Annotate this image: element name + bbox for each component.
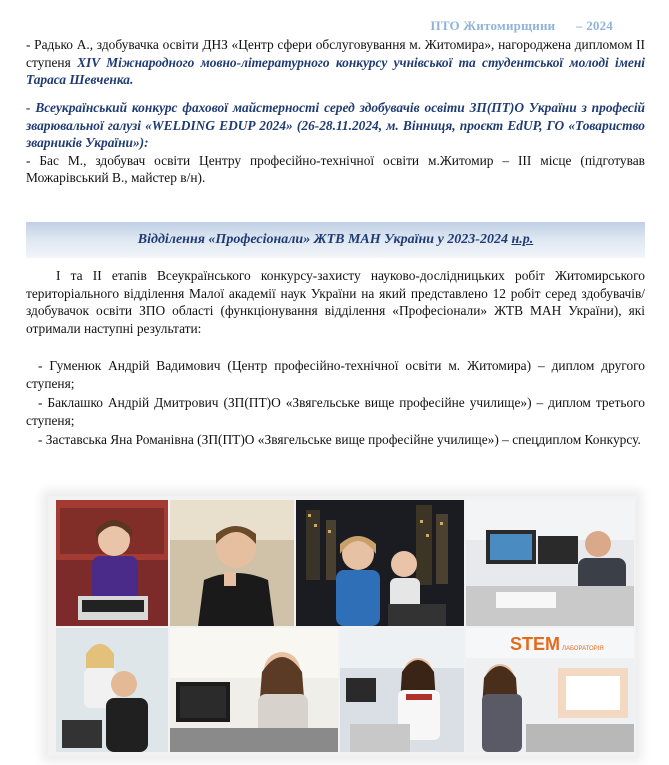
contest-name-shevchenko: XIV Міжнародного мовно-літературного конкурсу учнівської та студентської молоді імені Тараса Шевченка xyxy=(26,54,645,88)
intro-paragraph: І та ІІ етапів Всеукраїнського конкурсу-захисту науково-дослідницьких робіт Житомирського територіального відділення Малої академії наук України на який представлено 12 робіт серед здобувачів/здобувачок освіти ЗПО області (функціонування відділення «Професіонали» ЖТВ МАН України), які отримали наступні результати: xyxy=(26,268,645,336)
stem-sign-text: STEM xyxy=(510,634,561,654)
paragraph-radko xyxy=(26,36,645,89)
header-year: – 2024 xyxy=(576,18,613,33)
paragraph-radko-end: . xyxy=(129,72,134,88)
paragraph-radko-text: - Радько А., здобувачка освіти ДНЗ «Центр сфери обслуговування м. Житомира», нагороджена дипломом ІІ ступеня xyxy=(26,37,645,70)
photo-collage xyxy=(48,496,636,756)
photo-man-at-computer xyxy=(466,500,634,626)
photo-teacher-and-student-night-city xyxy=(296,500,464,626)
paragraph-welding xyxy=(26,99,645,187)
section-title xyxy=(138,232,533,248)
section-banner xyxy=(26,222,645,258)
stem-sign-subtext: ЛАБОРАТОРІЯ xyxy=(562,646,604,652)
photo-girl-embroidered-shirt xyxy=(340,628,464,752)
photo-student-boy xyxy=(170,500,294,626)
running-header xyxy=(431,18,613,34)
result-item-1: - Гуменюк Андрій Вадимович (Центр професійно-технічної освіти м. Житомира) – диплом другого ступеня; xyxy=(26,358,645,391)
result-item-2: - Баклашко Андрій Дмитрович (ЗП(ПТ)О «Звягельське вище професійне училище») – диплом третього ступеня; xyxy=(26,395,645,428)
section-title-year: н.р. xyxy=(511,232,534,247)
welding-contest-result: - Бас М., здобувач освіти Центру професійно-технічної освіти м.Житомир – ІІІ місце (підготував Можарівський В., майстер в/н). xyxy=(26,152,645,186)
results-list xyxy=(26,357,645,449)
result-item-3: - Заставська Яна Романівна (ЗП(ПТ)О «Звягельське вище професійне училище») – спецдиплом Конкурсу. xyxy=(38,432,641,448)
photo-teacher-and-boy xyxy=(56,628,168,752)
header-title: ПТО Житомирщини xyxy=(430,18,556,33)
photo-stem-laboratory xyxy=(466,628,634,752)
section-title-main: Відділення «Професіонали» ЖТВ МАН України у 2023-2024 xyxy=(137,232,512,247)
photo-student-at-monitor xyxy=(170,628,338,752)
welding-contest-heading: - Всеукраїнський конкурс фахової майстерності серед здобувачів освіти ЗП(ПТ)О України з професій зварювальної галузі «WELDING EDUP 2024» (26-28.11.2024, м. Вінниця, проєкт EdUP, ГО «Товариство зварників України»): xyxy=(26,100,645,151)
photo-student-girl-laptop xyxy=(56,500,168,626)
